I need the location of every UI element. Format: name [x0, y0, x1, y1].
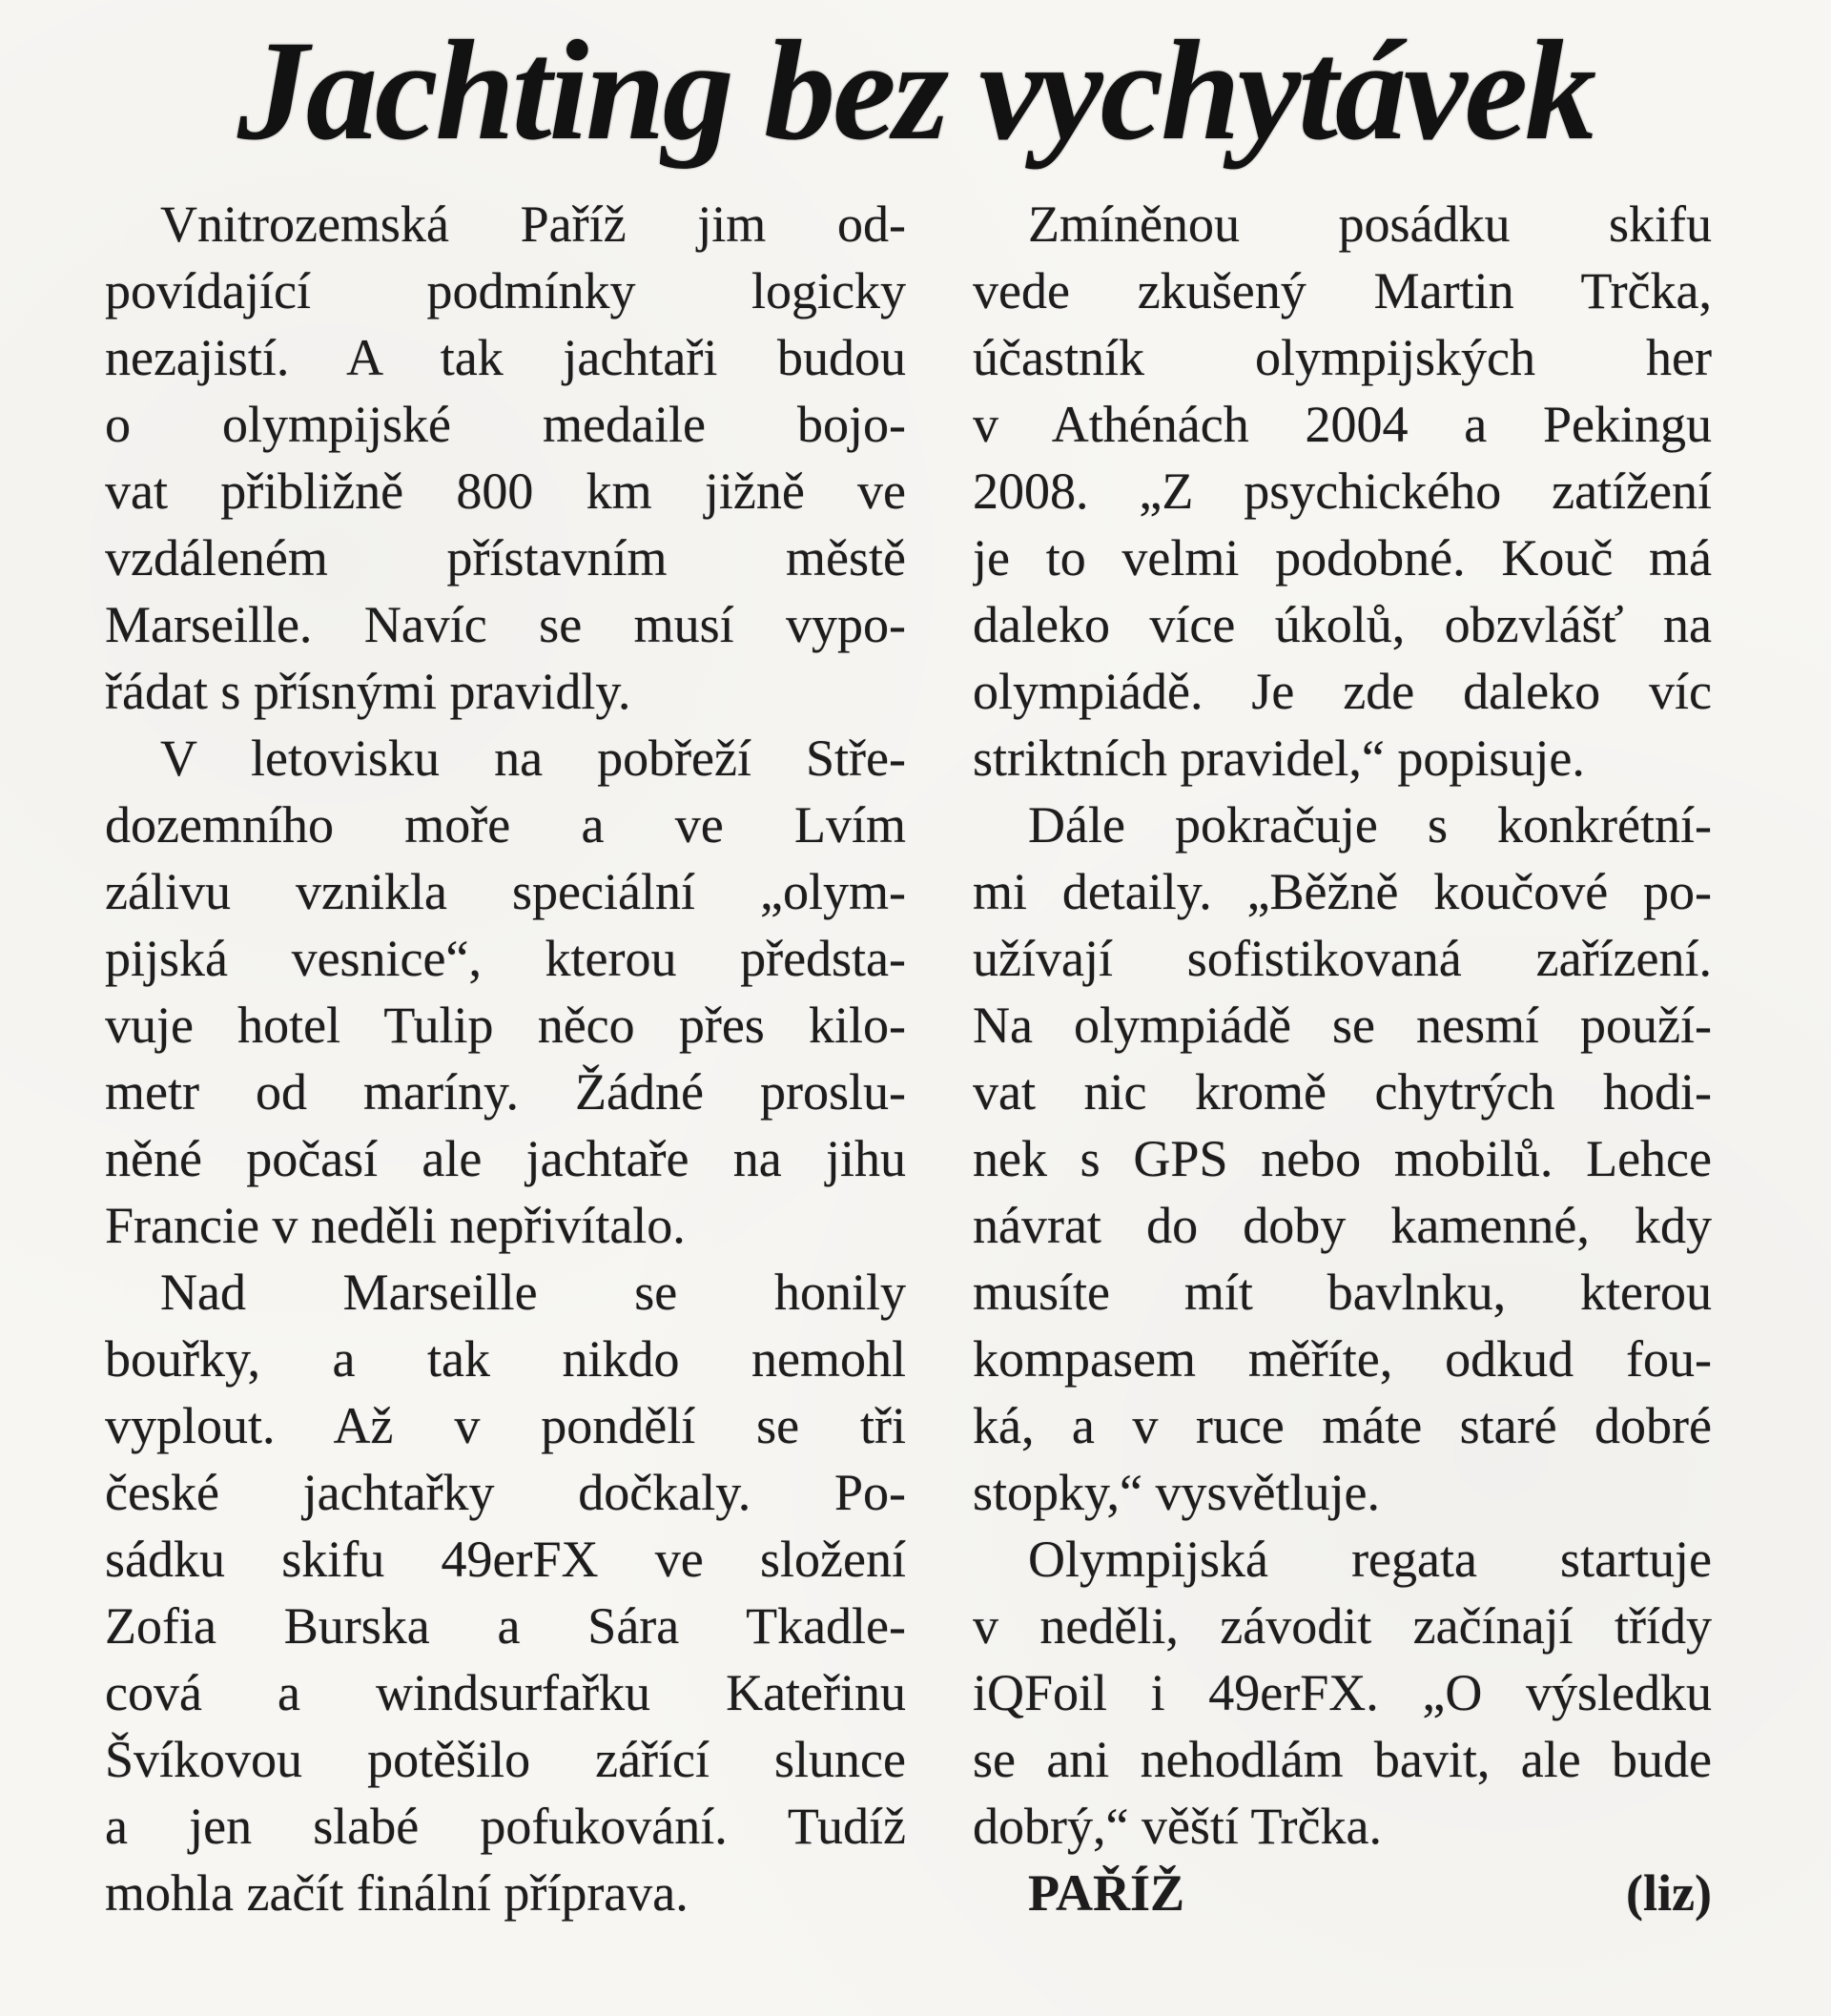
text-line: Na olympiádě se nesmí použí-	[973, 997, 1712, 1054]
text-line: vzdáleném přístavním městě	[105, 529, 906, 586]
text-line: vat přibližně 800 km jižně ve	[105, 463, 906, 520]
text-line: 2008. „Z psychického zatížení	[973, 463, 1712, 520]
signature-row	[973, 1860, 1712, 1926]
right-column	[973, 191, 1712, 1926]
text-line: dozemního moře a ve Lvím	[105, 796, 906, 854]
text-line: Švíkovou potěšilo zářící slunce	[105, 1731, 906, 1788]
text-line: dobrý,“ věští Trčka.	[973, 1798, 1382, 1855]
text-line: daleko více úkolů, obzvlášť na	[973, 596, 1712, 653]
text-line: Marseille. Navíc se musí vypo-	[105, 596, 906, 653]
text-line: návrat do doby kamenné, kdy	[973, 1197, 1712, 1254]
text-line: české jachtařky dočkaly. Po-	[105, 1464, 906, 1521]
text-line: iQFoil i 49erFX. „O výsledku	[973, 1664, 1712, 1721]
text-line: Zofia Burska a Sára Tkadle-	[105, 1597, 906, 1655]
text-line: musíte mít bavlnku, kterou	[973, 1264, 1712, 1321]
text-line: je to velmi podobné. Kouč má	[973, 529, 1712, 586]
text-line: užívají sofistikovaná zařízení.	[973, 930, 1712, 987]
text-line: Vnitrozemská Paříž jim od-	[160, 195, 906, 253]
text-line: a jen slabé pofukování. Tudíž	[105, 1798, 906, 1855]
text-line: kompasem měříte, odkud fou-	[973, 1330, 1712, 1388]
text-line: Dále pokračuje s konkrétní-	[1028, 796, 1712, 854]
dateline: PAŘÍŽ	[1028, 1864, 1185, 1922]
text-line: cová a windsurfařku Kateřinu	[105, 1664, 906, 1721]
text-line: pijská vesnice“, kterou předsta-	[105, 930, 906, 987]
text-line: Olympijská regata startuje	[1028, 1531, 1712, 1588]
text-line: se ani nehodlám bavit, ale bude	[973, 1731, 1712, 1788]
text-line: mohla začít finální příprava.	[105, 1864, 689, 1922]
text-line: o olympijské medaile bojo-	[105, 396, 906, 453]
text-line: v Athénách 2004 a Pekingu	[973, 396, 1712, 453]
text-line: zálivu vznikla speciální „olym-	[105, 863, 906, 920]
article-body	[0, 168, 1831, 1926]
text-line: ká, a v ruce máte staré dobré	[973, 1397, 1712, 1454]
text-line: v neděli, závodit začínají třídy	[973, 1597, 1712, 1655]
text-line: sádku skifu 49erFX ve složení	[105, 1531, 906, 1588]
text-line: bouřky, a tak nikdo nemohl	[105, 1330, 906, 1388]
text-line: V letovisku na pobřeží Stře-	[160, 730, 906, 787]
text-line: nek s GPS nebo mobilů. Lehce	[973, 1130, 1712, 1187]
text-line: řádat s přísnými pravidly.	[105, 663, 631, 720]
text-line: olympiádě. Je zde daleko víc	[973, 663, 1712, 720]
text-line: Francie v neděli nepřivítalo.	[105, 1197, 686, 1254]
text-line: Zmíněnou posádku skifu	[1028, 195, 1712, 253]
text-line: vat nic kromě chytrých hodi-	[973, 1063, 1712, 1121]
article-title: Jachting bez vychytávek	[237, 11, 1594, 170]
text-line: Nad Marseille se honily	[160, 1264, 906, 1321]
byline: (liz)	[1626, 1864, 1712, 1922]
text-line: vuje hotel Tulip něco přes kilo-	[105, 997, 906, 1054]
text-line: mi detaily. „Běžně koučové po-	[973, 863, 1712, 920]
text-line: povídající podmínky logicky	[105, 262, 906, 319]
text-line: stopky,“ vysvětluje.	[973, 1464, 1380, 1521]
text-line: vyplout. Až v pondělí se tři	[105, 1397, 906, 1454]
text-line: striktních pravidel,“ popisuje.	[973, 730, 1585, 787]
text-line: vede zkušený Martin Trčka,	[973, 262, 1712, 319]
text-line: něné počasí ale jachtaře na jihu	[105, 1130, 906, 1187]
text-line: metr od maríny. Žádné proslu-	[105, 1063, 906, 1121]
text-line: účastník olympijských her	[973, 329, 1712, 386]
text-line: nezajistí. A tak jachtaři budou	[105, 329, 906, 386]
left-column	[105, 191, 906, 1926]
